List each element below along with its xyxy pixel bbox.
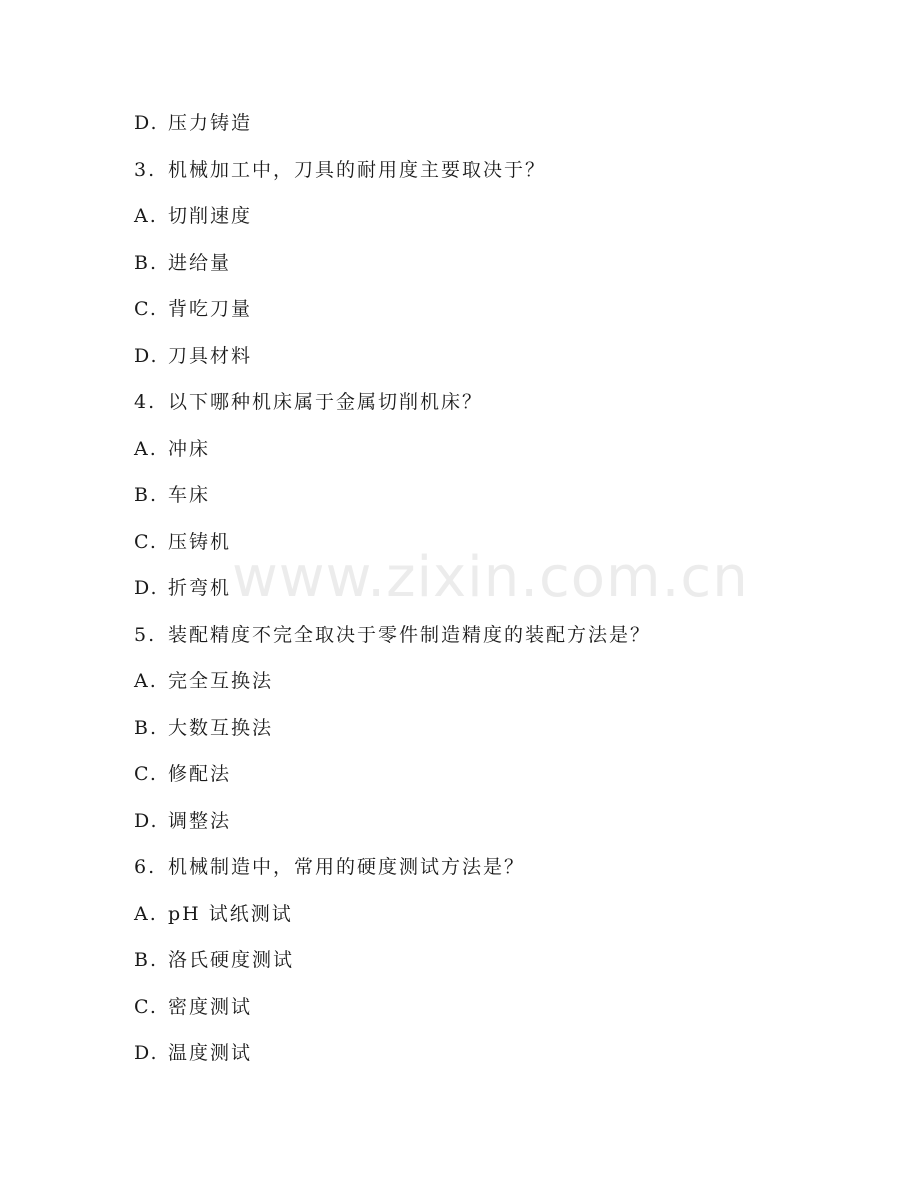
line-text: 机械制造中，常用的硬度测试方法是？ [168, 856, 526, 878]
line-marker: B. [134, 717, 159, 739]
watermark: www.zixin.com.cn [232, 545, 749, 610]
line-text: 压力铸造 [168, 112, 253, 134]
option-line [134, 248, 231, 278]
line-text: 完全互换法 [168, 670, 274, 692]
line-text: 大数互换法 [168, 717, 274, 739]
line-marker: 3. [134, 159, 157, 181]
question-line [134, 155, 546, 185]
line-marker: C. [134, 531, 158, 553]
question-line [134, 852, 525, 882]
line-text: 洛氏硬度测试 [168, 949, 295, 971]
line-marker: A. [134, 670, 158, 692]
option-line [134, 434, 210, 464]
line-text: 机械加工中，刀具的耐用度主要取决于？ [168, 159, 547, 181]
line-marker: C. [134, 763, 158, 785]
line-marker: D. [134, 810, 159, 832]
line-marker: D. [134, 112, 159, 134]
line-marker: A. [134, 205, 158, 227]
option-line [134, 992, 252, 1022]
line-marker: 6. [134, 856, 157, 878]
line-text: 温度测试 [168, 1042, 253, 1064]
line-marker: D. [134, 577, 159, 599]
line-marker: 5. [134, 624, 157, 646]
question-line [134, 620, 651, 650]
line-marker: A. [134, 438, 158, 460]
line-text: 车床 [168, 484, 211, 506]
line-text: 压铸机 [168, 531, 232, 553]
option-line [134, 480, 210, 510]
option-line [134, 1038, 252, 1068]
line-text: 刀具材料 [168, 345, 253, 367]
line-marker: C. [134, 996, 158, 1018]
option-line [134, 666, 273, 696]
line-marker: 4. [134, 391, 157, 413]
line-text: 背吃刀量 [168, 298, 253, 320]
option-line [134, 713, 273, 743]
line-marker: B. [134, 484, 159, 506]
line-marker: B. [134, 949, 159, 971]
option-line [134, 759, 231, 789]
option-line [134, 527, 231, 557]
line-marker: D. [134, 1042, 159, 1064]
question-line [134, 387, 483, 417]
option-line [134, 341, 252, 371]
option-line [134, 294, 252, 324]
option-line [134, 806, 231, 836]
line-text: 进给量 [168, 252, 232, 274]
line-text: 以下哪种机床属于金属切削机床？ [168, 391, 484, 413]
line-text: 折弯机 [168, 577, 232, 599]
option-line [134, 108, 252, 138]
line-text: 切削速度 [168, 205, 253, 227]
line-text: 密度测试 [168, 996, 253, 1018]
line-marker: A. [134, 903, 158, 925]
option-line [134, 573, 231, 603]
option-line [134, 201, 252, 231]
line-text: 调整法 [168, 810, 232, 832]
line-text: 修配法 [168, 763, 232, 785]
option-line [134, 899, 293, 929]
line-marker: C. [134, 298, 158, 320]
line-text: pH 试纸测试 [168, 903, 293, 925]
line-marker: B. [134, 252, 159, 274]
line-text: 装配精度不完全取决于零件制造精度的装配方法是？ [168, 624, 652, 646]
line-text: 冲床 [168, 438, 211, 460]
line-marker: D. [134, 345, 159, 367]
option-line [134, 945, 294, 975]
